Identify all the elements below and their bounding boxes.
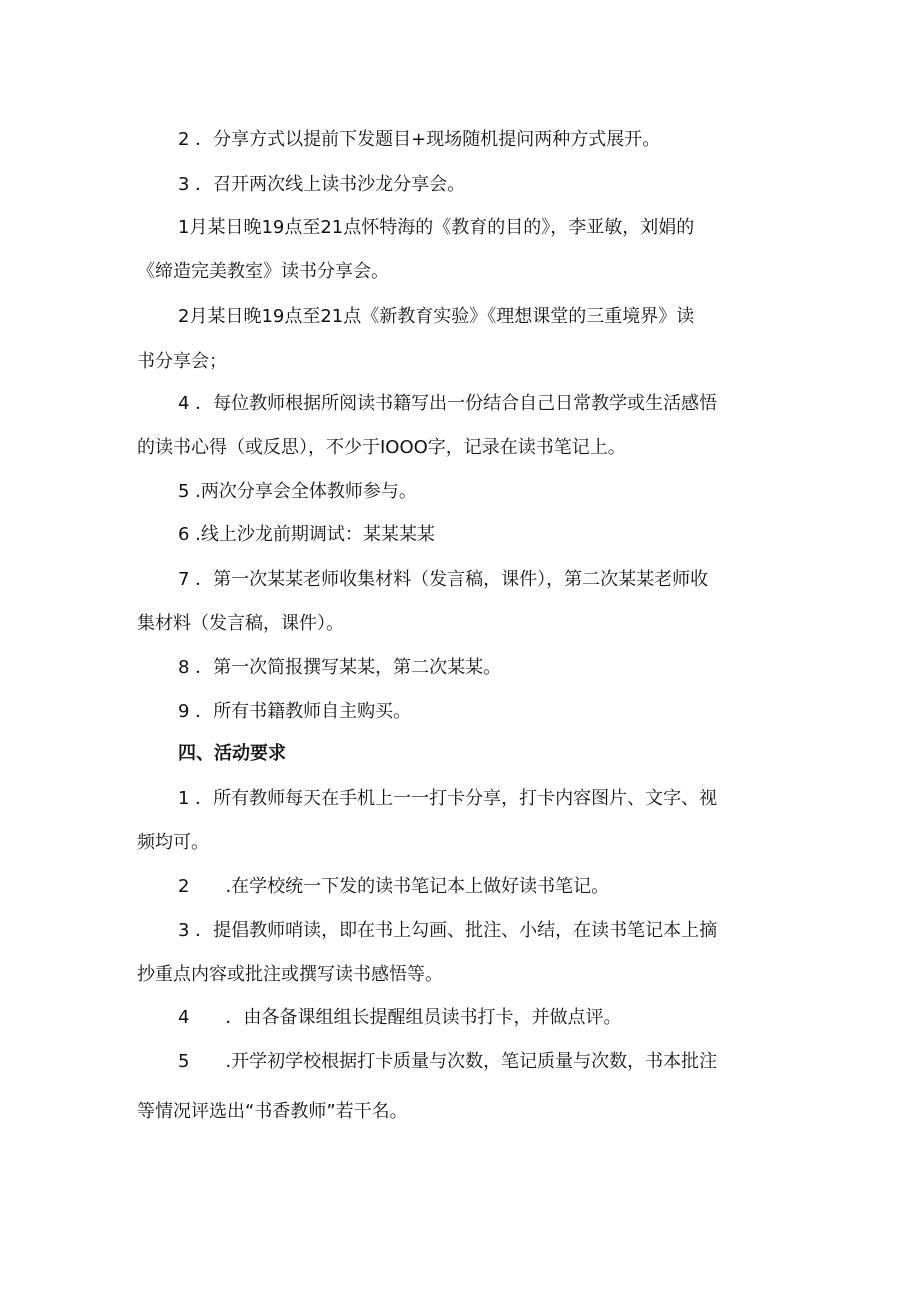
requirement-3-line-2: 抄重点内容或批注或撰写读书感悟等。 (137, 964, 443, 985)
schedule-february-line-1: 2月某日晚19点至21点《新教育实验》《理想课堂的三重境界》读 (178, 306, 695, 327)
list-item-2-share-method: 2 ．分享方式以提前下发题目+现场随机提问两种方式展开。 (178, 129, 661, 150)
requirement-1-line-2: 频均可。 (137, 832, 209, 853)
list-item-8: 8 ．第一次简报撰写某某，第二次某某。 (178, 657, 502, 678)
requirement-4: 4 ．由各备课组组长提醒组员读书打卡，并做点评。 (178, 1007, 622, 1028)
list-item-4-line-2: 的读书心得（或反思），不少于IOOO字，记录在读书笔记上。 (137, 437, 626, 458)
requirement-5-line-1: 5 .开学初学校根据打卡质量与次数，笔记质量与次数，书本批注 (178, 1051, 718, 1072)
schedule-january-line-2: 《缔造完美教室》读书分享会。 (137, 261, 389, 282)
requirement-2: 2 .在学校统一下发的读书笔记本上做好读书笔记。 (178, 876, 610, 897)
list-item-5: 5 .两次分享会全体教师参与。 (178, 481, 417, 502)
schedule-january-line-1: 1月某日晚19点至21点怀特海的《教育的目的》，李亚敏，刘娟的 (178, 217, 695, 238)
list-item-4-line-1: 4 ．每位教师根据所阅读书籍写出一份结合自己日常教学或生活感悟 (178, 393, 718, 414)
section-heading-requirements: 四、活动要求 (178, 743, 286, 764)
requirement-1-line-1: 1 ．所有教师每天在手机上一一打卡分享，打卡内容图片、文字、视 (178, 788, 718, 809)
requirement-5-line-2: 等情况评选出“书香教师”若干名。 (137, 1101, 408, 1122)
list-item-6: 6 .线上沙龙前期调试：某某某某 (178, 524, 435, 545)
list-item-9: 9 ．所有书籍教师自主购买。 (178, 701, 412, 722)
requirement-3-line-1: 3 ．提倡教师哨读，即在书上勾画、批注、小结，在读书笔记本上摘 (178, 920, 718, 941)
list-item-7-line-2: 集材料（发言稿，课件）。 (137, 613, 344, 634)
schedule-february-line-2: 书分享会； (137, 351, 227, 372)
list-item-3-salon: 3 ．召开两次线上读书沙龙分享会。 (178, 174, 466, 195)
list-item-7-line-1: 7 ．第一次某某老师收集材料（发言稿，课件），第二次某某老师收 (178, 569, 709, 590)
